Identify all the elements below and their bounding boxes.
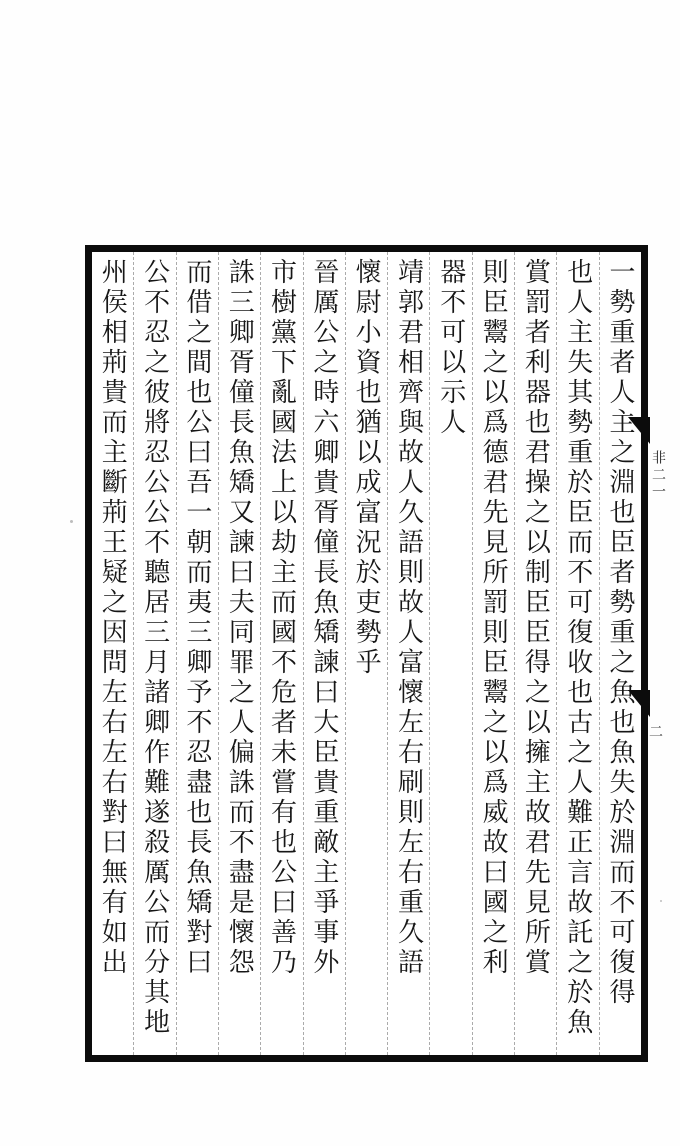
text-column-3: 賞罰者利器也君操之以制臣臣得之以擁主故君先見所賞 — [514, 252, 556, 1055]
text-column-2: 也人主失其勢重於臣而不可復收也古之人難正言故託之於魚 — [556, 252, 598, 1055]
text-column-8: 晉厲公之時六卿貴胥僮長魚矯諫曰大臣貴重敵主爭事外 — [303, 252, 345, 1055]
text-columns — [92, 252, 641, 1055]
text-column-9: 市樹黨下亂國法上以劫主而國不危者未嘗有也公曰善乃 — [260, 252, 302, 1055]
text-column-10: 誅三卿胥僮長魚矯又諫曰夫同罪之人偏誅而不盡是懷怨 — [218, 252, 260, 1055]
text-column-6: 靖郭君相齊與故人久語則故人富懷左右刷則左右重久語 — [387, 252, 429, 1055]
text-column-12: 公不忍之彼將忍公公不聽居三月諸卿作難遂殺厲公而分其地 — [133, 252, 175, 1055]
folio-label-top: 非二一 — [650, 450, 666, 501]
text-column-11: 而借之間也公曰吾一朝而夷三卿予不忍盡也長魚矯對曰 — [176, 252, 218, 1055]
text-column-1: 一勢重者人主之淵也臣者勢重之魚也魚失於淵而不可復得 — [599, 252, 641, 1055]
text-column-13: 州侯相荊貴而主斷荊王疑之因問左右左右對曰無有如出 — [97, 258, 128, 978]
text-column-7: 懷尉小資也猶以成富況於吏勢乎 — [345, 252, 387, 1055]
text-column-4: 則臣鬻之以爲德君先見所罰則臣鬻之以爲威故曰國之利 — [472, 252, 514, 1055]
text-column-5: 器不可以示人 — [429, 252, 471, 1055]
text-frame — [85, 245, 666, 1062]
scan-speckle — [660, 900, 662, 902]
scan-speckle — [70, 520, 73, 523]
folio-label-bottom: 二 — [647, 724, 663, 741]
